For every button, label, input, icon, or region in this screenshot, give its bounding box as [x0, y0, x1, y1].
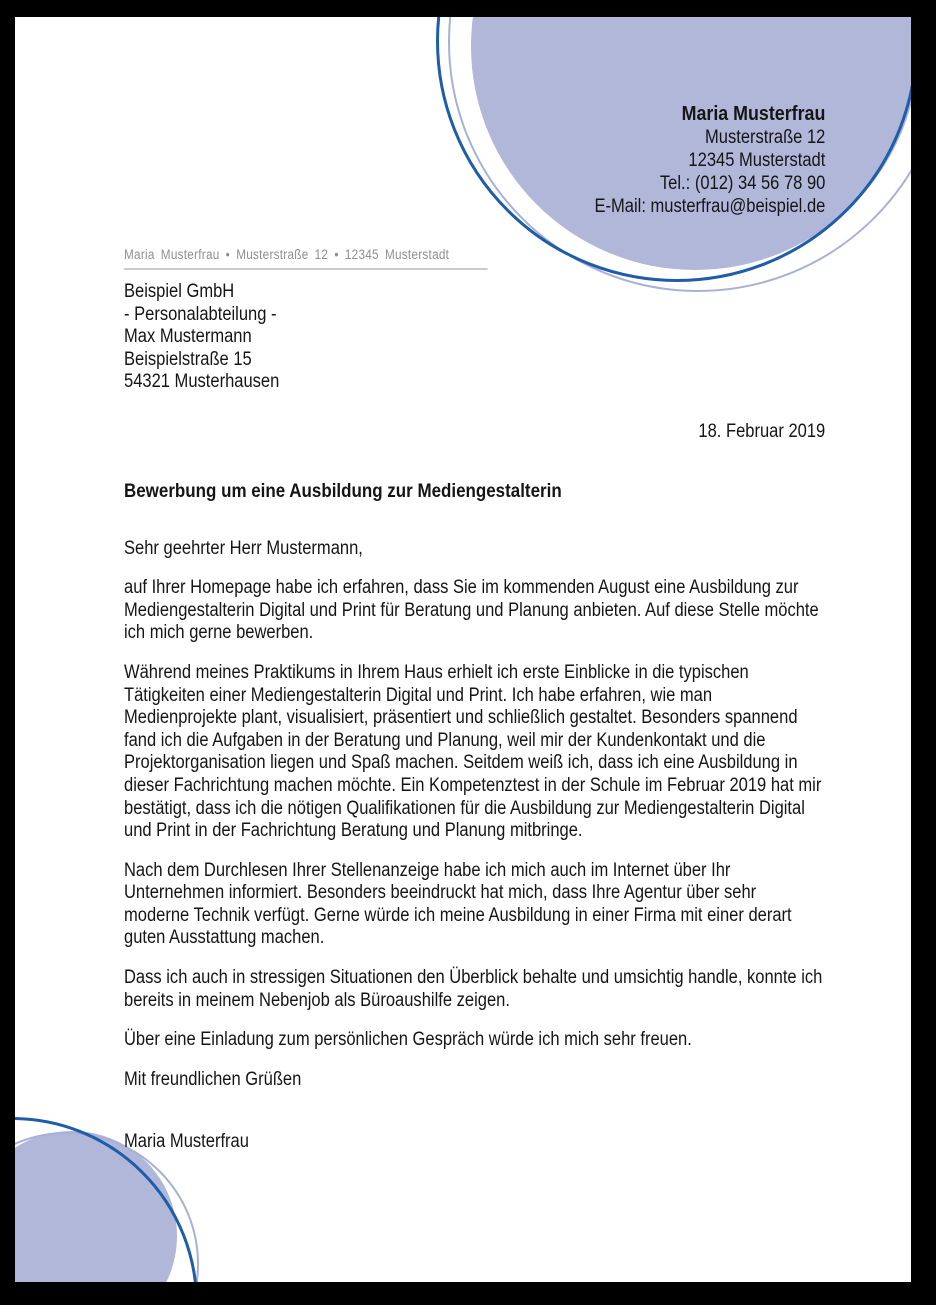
body-paragraph-1: auf Ihrer Homepage habe ich erfahren, dass Sie im kommenden August eine Ausbildung zur Mediengestalterin Digital und Print für Beratung und Planung anbieten. Auf diese Stelle möchte ich mich gerne bewerben. [124, 577, 819, 644]
body-paragraph-5: Über eine Einladung zum persönlichen Gespräch würde ich mich sehr freuen. [124, 1029, 692, 1051]
body-paragraph-2: Während meines Praktikums in Ihrem Haus erhielt ich erste Einblicke in die typischen Tätigkeiten einer Mediengestalterin Digital und Print. Ich habe erfahren, wie man Medienprojekte plant, visualisiert, präsentiert und schließlich gestaltet. Besonders spannend fand ich die Aufgaben in der Beratung und Planung, weil mir der Kundenkontakt und die Projektorganisation liegen und Spaß machen. Seitdem weiß ich, dass ich eine Ausbildung in dieser Fachrichtung machen möchte. Ein Kompetenztest in der Schule im Februar 2019 hat mir bestätigt, dass ich die nötigen Qualifikationen für die Ausbildung zur Mediengestalterin Digital und Print in der Fachrichtung Beratung und Planung mitbringe. [124, 661, 822, 842]
sender-contact-block [594, 101, 825, 218]
letter-body-column [124, 247, 825, 1154]
subject-line: Bewerbung um eine Ausbildung zur Mediengestalterin [124, 479, 562, 502]
recipient-address-block [124, 281, 825, 394]
letter-date: 18. Februar 2019 [698, 420, 826, 442]
body-paragraph-3: Nach dem Durchlesen Ihrer Stellenanzeige habe ich mich auch im Internet über Ihr Unternehmen informiert. Besonders beeindruckt hat mich, dass Ihre Agentur über sehr moderne Technik verfügt. Gerne würde ich meine Ausbildung in einer Firma mit einer derart guten Ausstattung machen. [124, 859, 792, 949]
sender-street: Musterstraße 12 [704, 127, 825, 148]
closing-phrase: Mit freundlichen Grüßen [124, 1068, 302, 1090]
sender-phone: Tel.: (012) 34 56 78 90 [659, 173, 825, 194]
body-paragraph-4: Dass ich auch in stressigen Situationen den Überblick behalte und umsichtig handle, konnte ich bereits in meinem Nebenjob als Büroaushilfe zeigen. [124, 967, 823, 1011]
recipient-city: 54321 Musterhausen [124, 371, 280, 393]
recipient-company: Beispiel GmbH [124, 281, 235, 302]
letter-page [15, 17, 911, 1282]
sender-email: E-Mail: musterfrau@beispiel.de [594, 196, 825, 217]
recipient-street: Beispielstraße 15 [124, 348, 252, 370]
sender-city: 12345 Musterstadt [688, 150, 825, 171]
sender-name: Maria Musterfrau [681, 102, 825, 125]
letter-content [124, 247, 825, 1154]
recipient-name: Max Mustermann [124, 326, 252, 348]
return-address-line: Maria Musterfrau • Musterstraße 12 • 12345 Musterstadt [124, 247, 488, 270]
recipient-department: - Personalabteilung - [124, 303, 277, 325]
signature-name: Maria Musterfrau [124, 1131, 249, 1153]
salutation: Sehr geehrter Herr Mustermann, [124, 537, 363, 559]
